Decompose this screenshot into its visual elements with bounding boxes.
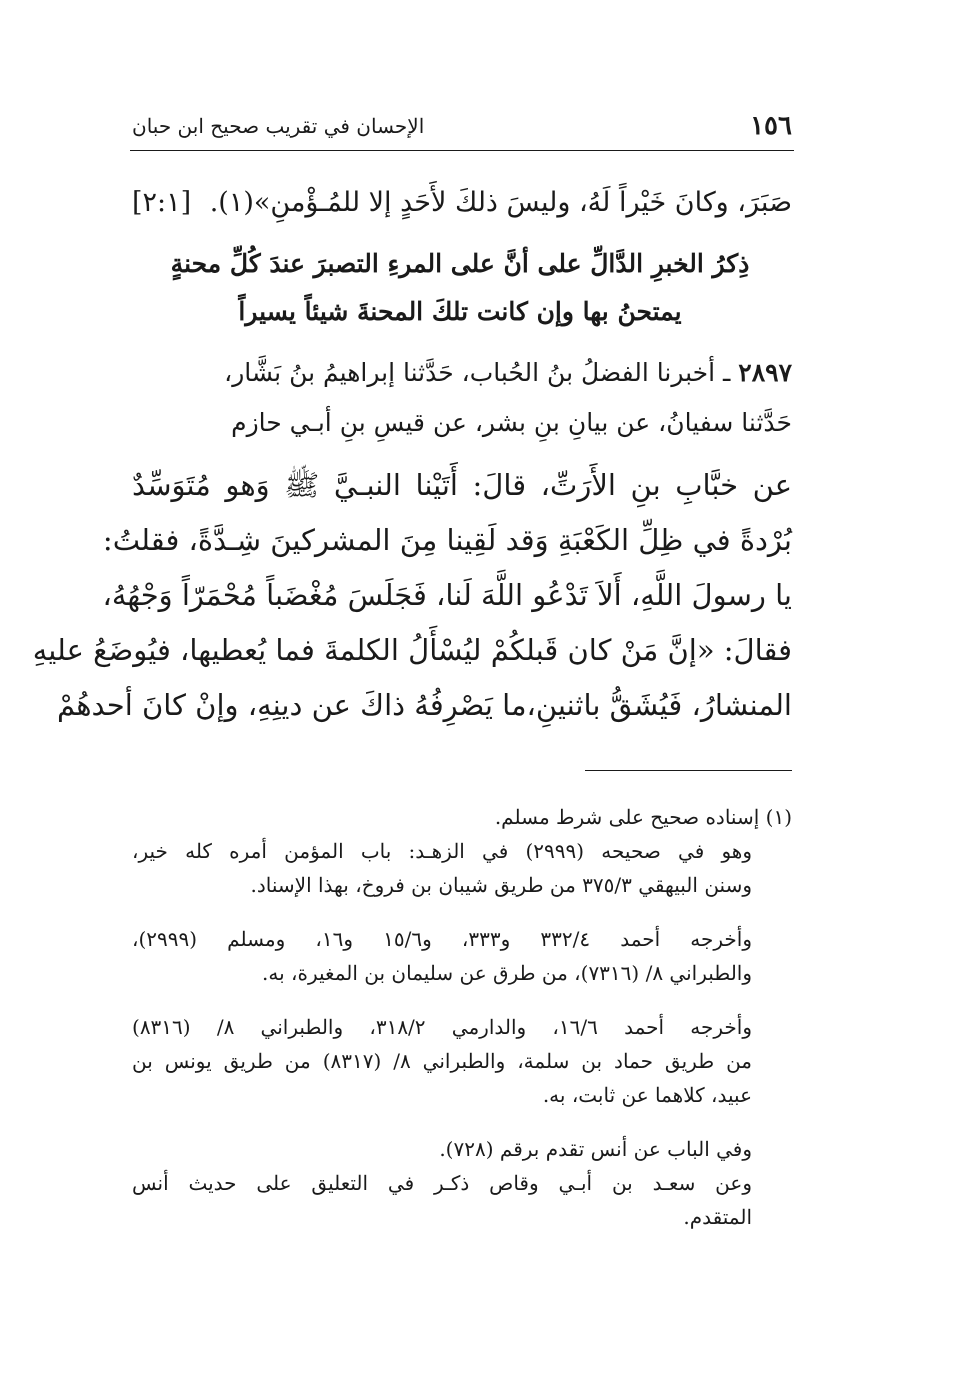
footnotes	[132, 800, 792, 1234]
footnote-divider	[585, 770, 792, 771]
matn-line-3: يا رسولَ اللَّهِ، أَلاَ تَدْعُو اللَّهَ لَنا، فَجَلَسَ مُغْضَباً مُحْمَرّاً وَجْهُهُ،	[102, 578, 792, 612]
matn-line-1: عن خبَّابِ بنِ الأَرَتِّ، قالَ: أَتَيْنا النبـيَّ ﷺ وَهو مُتَوَسِّدٌ	[132, 468, 792, 502]
chapter-heading-line-2: يمتحنُ بها وإن كانت تلكَ المحنةَ شيئاً يسيراً	[238, 297, 682, 326]
footnote-3-line-1: وأخرجه أحمد ١٦/٦، والدارمي ٣١٨/٢، والطبراني ٨/ (٨٣١٦)	[132, 1015, 753, 1039]
hadith-reference: [٢:١]	[132, 187, 192, 218]
footnote-1-line-3: وسنن البيهقي ٣٧٥/٣ من طريق شيبان بن فروخ، بهذا الإسناد.	[250, 873, 752, 897]
footnote-1-line-1: (١) إسناده صحيح على شرط مسلم.	[494, 805, 792, 829]
matn-line-4: فقالَ: «إنَّ مَنْ كان قَبلكُمْ ليُسْأَلُ الكلمةَ فما يُعطيها، فيُوضَعُ عليهِ	[32, 633, 792, 667]
footnote-4-line-3: المتقدم.	[683, 1205, 752, 1229]
chapter-heading	[150, 240, 770, 336]
hadith-number: ٢٨٩٧	[738, 358, 792, 387]
chapter-heading-line-1: ذِكرُ الخبرِ الدَّالِّ على أنَّ على المرءِ التصبرَ عندَ كُلِّ محنةٍ	[170, 249, 750, 278]
footnote-2-line-2: والطبراني ٨/ (٧٣١٦)، من طرق عن سليمان بن المغيرة، به.	[262, 961, 752, 985]
previous-hadith-ending	[132, 178, 792, 228]
isnad-line-1	[132, 348, 792, 398]
footnote-3-line-2: من طريق حماد بن سلمة، والطبراني ٨/ (٨٣١٧) من طريق يونس بن	[132, 1049, 753, 1073]
running-header	[132, 108, 792, 144]
footnote-4-line-2: وعن سعـد بن أبـي وقاص ذكـر في التعليق على حديث أنس	[132, 1171, 752, 1195]
hadith-matn	[32, 458, 792, 733]
footnote-1-line-2: وهو في صحيحه (٢٩٩٩) في الزهـد: باب المؤمن أمره كله خير،	[132, 839, 753, 863]
previous-hadith-text: صَبَرَ، وكانَ خَيْراً لَهُ، وليسَ ذلكَ لأَحَدٍ إلا للمُـؤْمنِ»(١).	[209, 187, 792, 218]
book-title: الإحسان في تقريب صحيح ابن حبان	[132, 114, 425, 138]
hadith-isnad	[132, 348, 792, 448]
isnad-line-1-text: ـ أخبرنا الفضلُ بنُ الحُباب، حَدَّثنا إبراهيمُ بنُ بَشَّار،	[224, 358, 731, 387]
footnote-4-line-1: وفي الباب عن أنس تقدم برقم (٧٢٨).	[439, 1137, 752, 1161]
footnote-3-line-3: عبيد، كلاهما عن ثابت، به.	[542, 1083, 752, 1107]
isnad-line-2: حَدَّثنا سفيانُ، عن بيانِ بنِ بشر، عن قيسِ بنِ أبـي حازم	[231, 408, 792, 437]
matn-line-5: المنشارُ، فَيُشَقُّ باثنينِ،ما يَصْرِفُهُ ذاكَ عن دينِهِ، وإنْ كانَ أحدهُمْ	[56, 688, 792, 722]
page-number: ١٥٦	[750, 111, 792, 141]
matn-line-2: بُرْدةً في ظِلِّ الكَعْبَةِ وَقد لَقِينا مِنَ المشركينَ شِـدَّةً، فقلتُ:	[102, 523, 792, 557]
header-divider	[130, 150, 794, 151]
footnote-2-line-1: وأخرجه أحمد ٣٣٢/٤ و٣٣٣، و١٥/٦ و١٦، ومسلم (٢٩٩٩)،	[132, 927, 752, 951]
